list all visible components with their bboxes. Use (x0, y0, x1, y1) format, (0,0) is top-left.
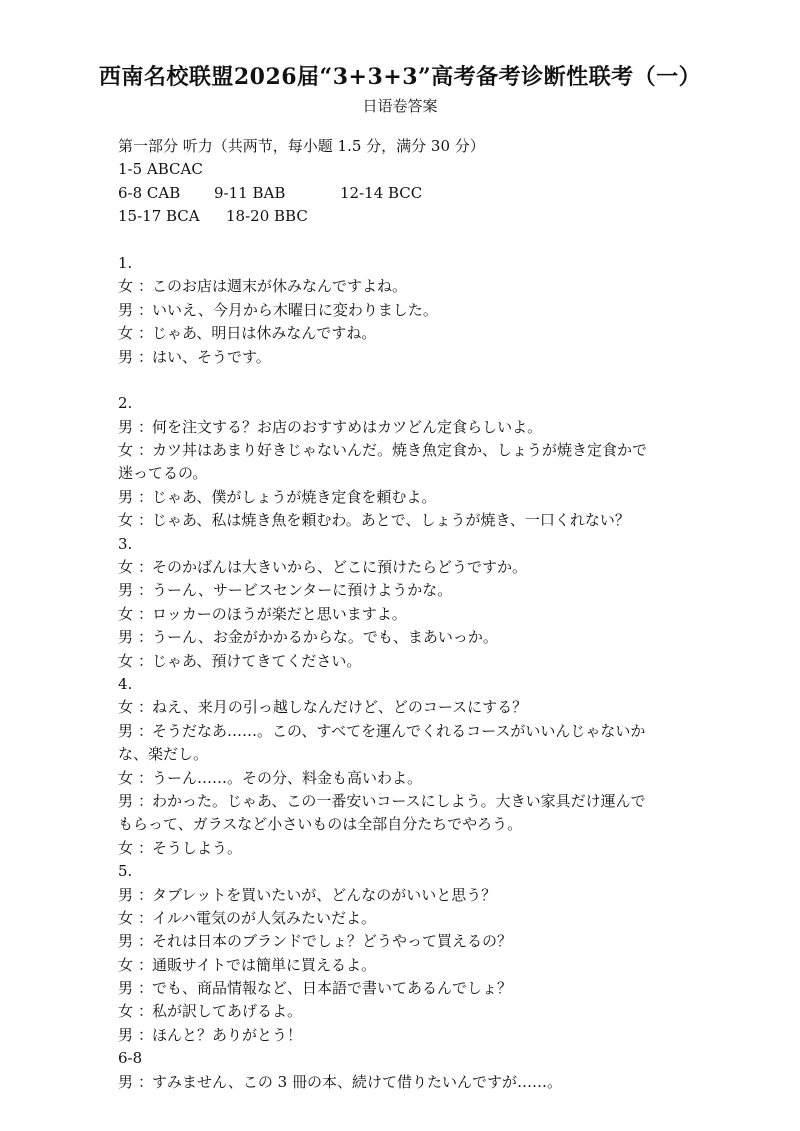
utterance-text: そのかばんは大きいから、どこに預けたらどうですか。 (152, 558, 528, 577)
dialogue-line (118, 954, 718, 977)
dialogue-line (118, 1000, 718, 1023)
speaker-label: 男 (118, 791, 134, 810)
dialogue-line (118, 439, 718, 462)
dialogue-line (118, 579, 718, 602)
utterance-text: そうしよう。 (152, 838, 243, 857)
speaker-colon: ： (138, 511, 154, 530)
speaker-colon: ： (138, 347, 154, 366)
dialogue-line (118, 650, 718, 673)
dialogue-line (118, 767, 718, 790)
speaker-label: 女 (118, 277, 134, 296)
speaker-colon: ： (138, 1025, 154, 1044)
utterance-text: ほんと？ありがとう！ (152, 1025, 303, 1044)
dialogue-line (118, 743, 718, 766)
utterance-text: いいえ、今月から木曜日に変わりました。 (152, 300, 438, 319)
speaker-colon: ： (138, 838, 154, 857)
dialogue-line (118, 1024, 718, 1047)
speaker-label: 女 (118, 838, 134, 857)
speaker-colon: ： (138, 300, 154, 319)
speaker-colon: ： (138, 1072, 154, 1091)
answer-group: 9-11 BAB (214, 183, 286, 202)
utterance-text: そうだなあ……。この、すべてを運んでくれるコースがいいんじゃないか (152, 721, 646, 740)
utterance-text: ロッカーのほうが楽だと思いますよ。 (152, 604, 407, 623)
utterance-text: でも、商品情報など、日本語で書いてあるんでしょ？ (152, 979, 513, 998)
speaker-label: 女 (118, 441, 134, 460)
dialogue-line (118, 790, 718, 813)
dialogue-line (118, 720, 718, 743)
speaker-label: 女 (118, 1002, 134, 1021)
utterance-text: ねえ、来月の引っ越しなんだけど、どのコースにする？ (152, 698, 528, 717)
speaker-colon: ： (138, 885, 154, 904)
speaker-label: 男 (118, 628, 134, 647)
utterance-text: このお店は週末が休みなんですよね。 (152, 277, 408, 296)
dialogue-line (118, 556, 718, 579)
speaker-label: 女 (118, 908, 134, 927)
utterance-text: 何を注文する？お店のおすすめはカツどん定食らしいよ。 (152, 417, 543, 436)
utterance-text: うーん、お金がかかるからな。でも、まあいっか。 (152, 628, 498, 647)
dialogue-number: 4. (118, 674, 133, 693)
dialogue-line (118, 486, 718, 509)
dialogue-number: 6-8 (118, 1049, 143, 1068)
dialogue-line (118, 837, 718, 860)
speaker-colon: ： (138, 791, 154, 810)
speaker-colon: ： (138, 955, 154, 974)
speaker-label: 男 (118, 885, 134, 904)
speaker-label: 女 (118, 698, 134, 717)
dialogue-line (118, 884, 718, 907)
speaker-label: 女 (118, 558, 134, 577)
speaker-colon: ： (138, 1002, 154, 1021)
dialogue-block (118, 533, 718, 673)
speaker-colon: ： (138, 277, 154, 296)
document-subtitle: 日语卷答案 (362, 97, 438, 115)
utterance-text: 私が訳してあげるよ。 (152, 1002, 303, 1021)
speaker-colon: ： (138, 604, 154, 623)
speaker-label: 男 (118, 417, 134, 436)
dialogue-block (118, 860, 718, 1047)
speaker-label: 女 (118, 955, 134, 974)
dialogue-line (118, 813, 718, 836)
utterance-text: な、楽だし。 (118, 745, 209, 764)
speaker-label: 男 (118, 979, 134, 998)
speaker-colon: ： (138, 979, 154, 998)
dialogue-number: 2. (118, 394, 133, 413)
dialogue-line (118, 346, 718, 369)
utterance-text: じゃあ、私は焼き魚を頼むわ。あとで、しょうが焼き、一口くれない？ (152, 511, 630, 530)
utterance-text: うーん……。その分、料金も高いわよ。 (152, 768, 423, 787)
dialogue-line (118, 275, 718, 298)
speaker-colon: ： (138, 698, 154, 717)
speaker-label: 男 (118, 581, 134, 600)
utterance-text: カツ丼はあまり好きじゃないんだ。焼き魚定食か、しょうが焼き定食かで (152, 441, 648, 460)
speaker-colon: ： (138, 558, 154, 577)
spacer (118, 369, 718, 392)
answer-row (118, 158, 718, 181)
utterance-text: じゃあ、明日は休みなんですね。 (152, 324, 377, 343)
utterance-text: イルハ電気のが人気みたいだよ。 (152, 908, 376, 927)
speaker-colon: ： (138, 487, 154, 506)
utterance-text: じゃあ、僕がしょうが焼き定食を頼むよ。 (152, 487, 437, 506)
speaker-label: 男 (118, 487, 134, 506)
document-body (118, 135, 718, 1094)
speaker-colon: ： (138, 651, 154, 670)
dialogue-line (118, 1071, 718, 1094)
speaker-label: 男 (118, 721, 134, 740)
speaker-colon: ： (138, 581, 154, 600)
dialogue-line (118, 603, 718, 626)
speaker-label: 女 (118, 511, 134, 530)
utterance-text: すみません、この 3 冊の本、続けて借りたいんですが……。 (152, 1072, 562, 1091)
dialogue-line (118, 509, 718, 532)
utterance-text: わかった。じゃあ、この一番安いコースにしよう。大きい家具だけ運んで (152, 791, 646, 810)
speaker-colon: ： (138, 721, 154, 740)
spacer (118, 229, 718, 252)
dialogue-line (118, 977, 718, 1000)
utterance-text: それは日本のブランドでしょ？どうやって買えるの？ (152, 932, 513, 951)
dialogue-line (118, 462, 718, 485)
speaker-label: 女 (118, 324, 134, 343)
dialogue-list (118, 252, 718, 1094)
speaker-label: 男 (118, 932, 134, 951)
answer-group: 18-20 BBC (226, 207, 308, 226)
dialogue-number: 1. (118, 253, 133, 272)
dialogue-line (118, 322, 718, 345)
dialogue-block (118, 252, 718, 369)
speaker-colon: ： (138, 628, 154, 647)
dialogue-block (118, 392, 718, 532)
utterance-text: はい、そうです。 (152, 347, 271, 366)
utterance-text: うーん、サービスセンターに預けようかな。 (152, 581, 453, 600)
dialogue-line (118, 907, 718, 930)
utterance-text: じゃあ、預けてきてください。 (152, 651, 362, 670)
answer-group: 12-14 BCC (340, 183, 423, 202)
speaker-colon: ： (138, 768, 154, 787)
utterance-text: 迷ってるの。 (118, 464, 208, 483)
speaker-colon: ： (138, 908, 154, 927)
speaker-label: 女 (118, 604, 134, 623)
speaker-label: 女 (118, 768, 134, 787)
speaker-colon: ： (138, 324, 154, 343)
speaker-label: 女 (118, 651, 134, 670)
speaker-label: 男 (118, 1025, 134, 1044)
section-heading: 第一部分 听力（共两节，每小题 1.5 分，满分 30 分） (118, 137, 485, 155)
answer-row (118, 182, 718, 205)
dialogue-number: 5. (118, 862, 133, 881)
speaker-colon: ： (138, 441, 154, 460)
answer-group: 1-5 ABCAC (118, 160, 203, 179)
document-title: 西南名校联盟2026届“3+3+3”高考备考诊断性联考（一） (98, 64, 702, 90)
dialogue-block (118, 1047, 718, 1094)
speaker-label: 男 (118, 300, 134, 319)
utterance-text: 通販サイトでは簡単に買えるよ。 (152, 955, 376, 974)
speaker-label: 男 (118, 1072, 134, 1091)
utterance-text: もらって、ガラスなど小さいものは全部自分たちでやろう。 (118, 815, 523, 834)
speaker-colon: ： (138, 417, 154, 436)
answer-group: 15-17 BCA (118, 207, 200, 226)
speaker-label: 男 (118, 347, 134, 366)
dialogue-block (118, 673, 718, 860)
dialogue-line (118, 696, 718, 719)
dialogue-line (118, 930, 718, 953)
utterance-text: タブレットを買いたいが、どんなのがいいと思う？ (152, 885, 497, 904)
dialogue-line (118, 299, 718, 322)
dialogue-number: 3. (118, 534, 133, 553)
speaker-colon: ： (138, 932, 154, 951)
dialogue-line (118, 416, 718, 439)
answer-row (118, 205, 718, 228)
answer-group: 6-8 CAB (118, 183, 181, 202)
dialogue-line (118, 626, 718, 649)
